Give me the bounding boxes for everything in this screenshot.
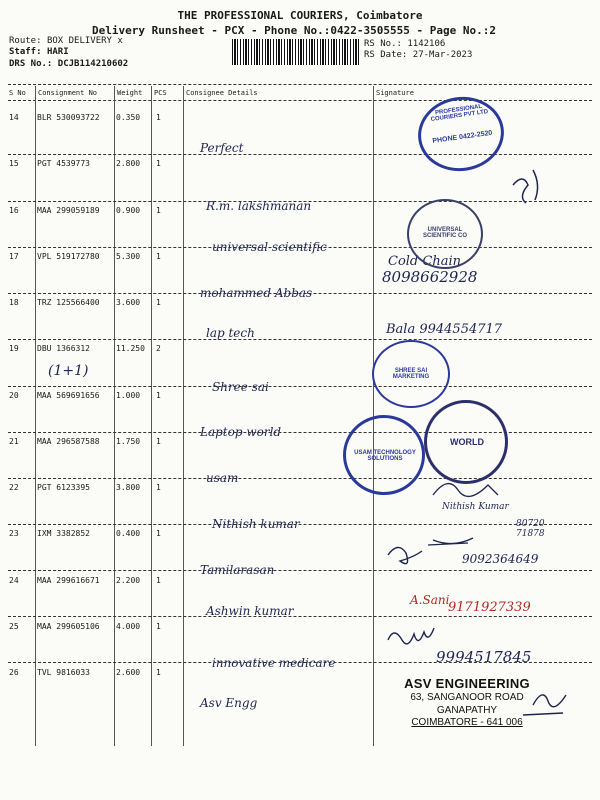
asv-stamp-address-3: COIMBATORE - 641 006 [411, 717, 523, 728]
rs-no-value: 1142106 [407, 39, 446, 49]
row-consignee-handwritten: Nithish kumar [212, 517, 300, 531]
row-pieces: 1 [156, 622, 161, 631]
col-divider [151, 86, 152, 746]
row-weight: 2.600 [116, 668, 141, 677]
row-consignment-number: MAA 299605106 [37, 622, 100, 631]
row-consignment-number: TVL 9816033 [37, 668, 90, 677]
shree-sai-stamp [372, 340, 450, 408]
row-serial-number: 25 [9, 622, 19, 631]
row-consignee-handwritten: Asv Engg [200, 696, 258, 710]
signature-17-name: Cold Chain [388, 254, 461, 269]
row-weight: 0.900 [116, 206, 141, 215]
row-serial-number: 26 [9, 668, 19, 677]
row-consignment-number: MAA 299616671 [37, 576, 100, 585]
row-consignment-number: IXM 3382852 [37, 529, 90, 538]
asv-stamp-name: ASV ENGINEERING [404, 676, 530, 691]
row-consignee-handwritten: Ashwin kumar [206, 604, 294, 618]
row-pieces: 1 [156, 483, 161, 492]
drs-line [9, 59, 128, 69]
staff-label: Staff: [9, 47, 42, 57]
signature-23-phone: 9092364649 [462, 552, 539, 566]
row-consignment-number: VPL 519172780 [37, 252, 100, 261]
route-value: BOX DELIVERY x [46, 36, 123, 46]
usam-stamp-text: USAM TECHNOLOGY SOLUTIONS [354, 450, 416, 462]
signature-18: Bala 9944554717 [386, 322, 503, 337]
world-stamp [424, 400, 508, 484]
staff-line [9, 47, 69, 57]
row-consignee-handwritten: innovative medicare [212, 656, 336, 670]
staff-value: HARI [46, 47, 69, 57]
row-pieces: 1 [156, 252, 161, 261]
row-consignment-number: PGT 4539773 [37, 159, 90, 168]
signature-22-name: Nithish Kumar [442, 502, 509, 512]
row-serial-number: 23 [9, 529, 19, 538]
row-serial-number: 24 [9, 576, 19, 585]
row-pieces: 1 [156, 113, 161, 122]
col-header-pcs: PCS [154, 89, 167, 97]
row-consignee-handwritten: mohammed Abbas [200, 286, 313, 300]
world-stamp-text: WORLD [450, 437, 484, 447]
row-weight: 0.350 [116, 113, 141, 122]
signature-23-scribble [388, 547, 422, 563]
table-top-rule [8, 84, 592, 85]
usam-stamp [343, 415, 425, 495]
document-subtitle: Delivery Runsheet - PCX - Phone No.:0422-3505555 - Page No.:2 [92, 24, 496, 37]
row-consignment-number: PGT 6123395 [37, 483, 90, 492]
rs-no-label: RS No.: [364, 39, 402, 49]
row-pieces: 1 [156, 206, 161, 215]
signature-24-name: A.Sani [410, 593, 450, 607]
row-pieces: 1 [156, 576, 161, 585]
row-weight: 4.000 [116, 622, 141, 631]
row-consignment-number: TRZ 125566400 [37, 298, 100, 307]
row-serial-number: 16 [9, 206, 19, 215]
signature-15-scribble [513, 170, 538, 203]
row-weight: 11.250 [116, 344, 145, 353]
row-consignment-number: DBU 1366312 [37, 344, 90, 353]
rs-no-line [364, 39, 445, 49]
row-serial-number: 15 [9, 159, 19, 168]
row-consignee-handwritten: usam [206, 471, 239, 485]
barcode [232, 39, 359, 65]
row-weight: 1.750 [116, 437, 141, 446]
col-header-sno: S No [9, 89, 26, 97]
row-consignment-number: MAA 569691656 [37, 391, 100, 400]
row-pieces: 1 [156, 529, 161, 538]
row-pieces: 1 [156, 391, 161, 400]
col-divider [35, 86, 36, 746]
row-weight: 3.600 [116, 298, 141, 307]
asv-stamp-address-2: GANAPATHY [436, 705, 498, 716]
row-pieces: 1 [156, 437, 161, 446]
route-label: Route: [9, 36, 42, 46]
row-weight: 5.300 [116, 252, 141, 261]
pcec-stamp-phone: PHONE 0422-2520 [432, 129, 493, 145]
row-consignment-number: MAA 296587588 [37, 437, 100, 446]
row-consignee-handwritten: Perfect [200, 141, 244, 155]
asv-stamp-address-1: 63, SANGANOOR ROAD [410, 692, 524, 703]
row-serial-number: 19 [9, 344, 19, 353]
signature-17-phone: 8098662928 [382, 268, 478, 286]
row-consignee-handwritten: R.m. lakshmanan [206, 199, 312, 213]
row-pieces: 1 [156, 668, 161, 677]
row-weight: 2.200 [116, 576, 141, 585]
row-consignee-handwritten: lap tech [206, 326, 255, 340]
row-serial-number: 22 [9, 483, 19, 492]
signature-22-number: 80720 71878 [516, 519, 545, 539]
route-line [9, 36, 123, 46]
signature-22-strike [428, 538, 473, 545]
row-serial-number: 20 [9, 391, 19, 400]
rs-date-line [364, 50, 472, 60]
row-serial-number: 17 [9, 252, 19, 261]
row-weight: 2.800 [116, 159, 141, 168]
row-weight: 3.800 [116, 483, 141, 492]
row-consignee-handwritten: Shree sai [212, 380, 269, 394]
signature-24-phone: 9171927339 [448, 600, 531, 615]
shree-sai-stamp-text: SHREE SAI MARKETING [392, 368, 430, 380]
universal-stamp-text: UNIVERSAL SCIENTIFIC CO [422, 227, 467, 239]
drs-label: DRS No.: [9, 59, 53, 69]
col-header-consignee: Consignee Details [186, 89, 258, 97]
col-header-weight: Weight [117, 89, 143, 97]
row-weight: 0.400 [116, 529, 141, 538]
row-consignment-number: BLR 530093722 [37, 113, 100, 122]
drs-value: DCJB114210602 [57, 59, 129, 69]
signature-25-scribble [388, 628, 434, 644]
col-divider [183, 86, 184, 746]
rs-date-value: 27-Mar-2023 [412, 50, 473, 60]
row-weight: 1.000 [116, 391, 141, 400]
col-divider [114, 86, 115, 746]
row-consignee-handwritten: Tamilarasan [200, 563, 275, 577]
col-header-consignment: Consignment No [38, 89, 98, 97]
row-pieces: 1 [156, 159, 161, 168]
document-title: THE PROFESSIONAL COURIERS, Coimbatore [177, 9, 423, 22]
row-consignee-handwritten: Laptop world [200, 425, 282, 439]
rs-date-label: RS Date: [364, 50, 408, 60]
pcs-handwritten-note: (1+1) [48, 363, 89, 379]
row-consignee-handwritten: universal scientific [212, 240, 327, 254]
row-pieces: 2 [156, 344, 161, 353]
universal-scientific-stamp [407, 199, 483, 269]
signature-21-scribble [433, 484, 498, 497]
row-serial-number: 18 [9, 298, 19, 307]
row-serial-number: 14 [9, 113, 19, 122]
col-header-signature: Signature [376, 89, 414, 97]
row-consignment-number: MAA 299059189 [37, 206, 100, 215]
asv-engineering-stamp [392, 676, 542, 729]
pcec-stamp-text: PROFESSIONAL COURIERS PVT LTD [430, 103, 489, 124]
row-pieces: 1 [156, 298, 161, 307]
row-serial-number: 21 [9, 437, 19, 446]
signature-25-phone: 9994517845 [436, 648, 532, 666]
